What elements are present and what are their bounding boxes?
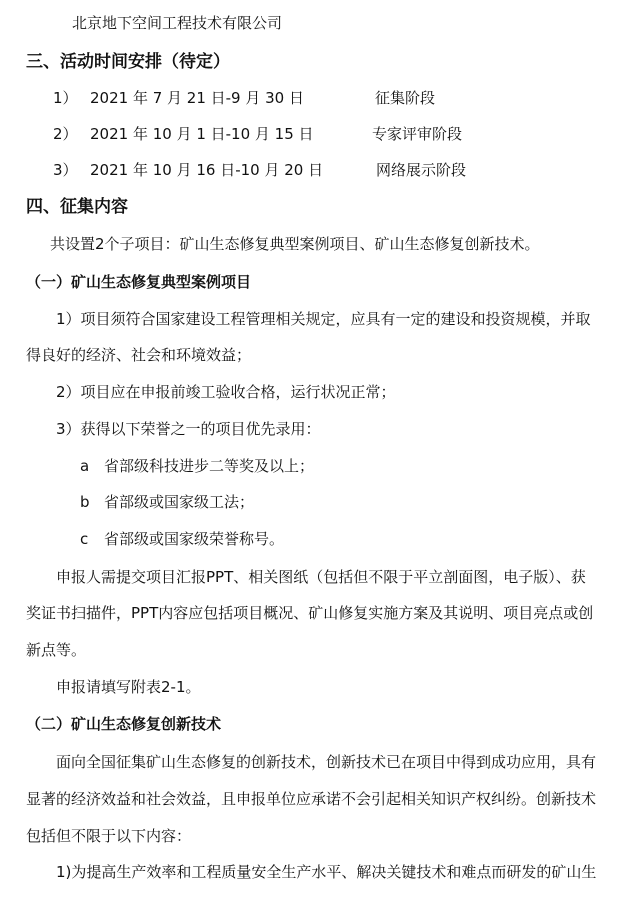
submit-line1: 申报人需提交项目汇报PPT、相关图纸（包括但不限于平立剖面图，电子版）、获 bbox=[56, 568, 586, 586]
honor-letter: b bbox=[80, 493, 90, 511]
subsection-2-heading: （二）矿山生态修复创新技术 bbox=[26, 715, 222, 733]
submit-line2: 奖证书扫描件，PPT内容应包括项目概况、矿山修复实施方案及其说明、项目亮点或创 bbox=[26, 604, 594, 622]
form-note: 申报请填写附表2-1。 bbox=[56, 678, 201, 696]
schedule-num: 3） bbox=[53, 161, 78, 179]
schedule-dates: 2021 年 10 月 16 日-10 月 20 日 bbox=[90, 161, 324, 179]
sub2-para-line3: 包括但不限于以下内容： bbox=[26, 827, 192, 845]
schedule-num: 2） bbox=[53, 125, 78, 143]
honor-letter: a bbox=[80, 457, 90, 475]
honor-text: 省部级或国家级荣誉称号。 bbox=[104, 530, 285, 548]
submit-line3: 新点等。 bbox=[26, 641, 87, 659]
subsection-1-heading: （一）矿山生态修复典型案例项目 bbox=[26, 273, 252, 291]
schedule-phase: 专家评审阶段 bbox=[372, 125, 463, 143]
schedule-dates: 2021 年 7 月 21 日-9 月 30 日 bbox=[90, 89, 304, 107]
company-name: 北京地下空间工程技术有限公司 bbox=[72, 14, 283, 32]
schedule-phase: 征集阶段 bbox=[375, 89, 436, 107]
sub1-item1-line2: 得良好的经济、社会和环境效益； bbox=[26, 346, 252, 364]
sub1-item1-line1: 1）项目须符合国家建设工程管理相关规定，应具有一定的建设和投资规模，并取 bbox=[56, 310, 591, 328]
schedule-num: 1） bbox=[53, 89, 78, 107]
sub2-para-line2: 显著的经济效益和社会效益，且申报单位应承诺不会引起相关知识产权纠纷。创新技术 bbox=[26, 790, 597, 808]
sub1-item2: 2）项目应在申报前竣工验收合格，运行状况正常； bbox=[56, 383, 396, 401]
section-4-intro: 共设置2个子项目：矿山生态修复典型案例项目、矿山生态修复创新技术。 bbox=[50, 235, 540, 253]
honor-letter: c bbox=[80, 530, 89, 548]
schedule-dates: 2021 年 10 月 1 日-10 月 15 日 bbox=[90, 125, 314, 143]
sub1-item3: 3）获得以下荣誉之一的项目优先录用： bbox=[56, 420, 321, 438]
section-4-heading: 四、征集内容 bbox=[26, 197, 128, 217]
schedule-phase: 网络展示阶段 bbox=[376, 161, 467, 179]
section-3-heading: 三、活动时间安排（待定） bbox=[26, 52, 230, 72]
honor-text: 省部级科技进步二等奖及以上； bbox=[104, 457, 315, 475]
honor-text: 省部级或国家级工法； bbox=[104, 493, 255, 511]
sub2-para-line1: 面向全国征集矿山生态修复的创新技术，创新技术已在项目中得到成功应用，具有 bbox=[56, 753, 597, 771]
sub2-item1: 1)为提高生产效率和工程质量安全生产水平、解决关键技术和难点而研发的矿山生 bbox=[56, 863, 597, 881]
